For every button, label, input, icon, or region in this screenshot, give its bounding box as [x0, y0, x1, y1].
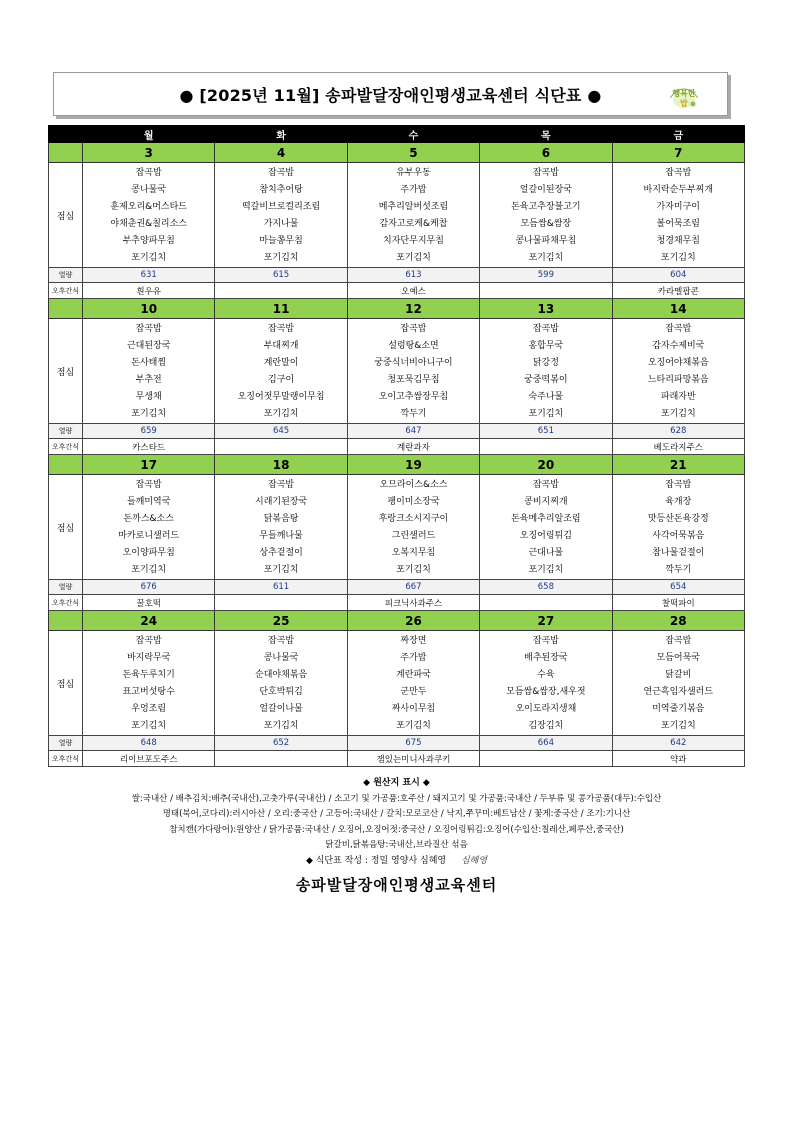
menu-item: 감자수제비국: [652, 341, 705, 351]
lunch-cell: [215, 319, 347, 424]
lunch-cell: [347, 631, 479, 736]
menu-item: 계란말이: [263, 358, 299, 368]
menu-item: 야채춘권&칠리소스: [110, 219, 187, 229]
menu-item: 바지락무국: [126, 653, 171, 663]
lunch-cell: [480, 163, 612, 268]
calorie-cell: 642: [612, 736, 744, 751]
calorie-cell: 615: [215, 268, 347, 283]
date-row: [49, 299, 745, 319]
snack-cell: [215, 595, 347, 611]
snack-label: 오후간식: [49, 751, 83, 767]
menu-item: 미역줄기볶음: [652, 704, 705, 714]
lunch-label: 점심: [49, 475, 83, 580]
menu-item: 콩나물국: [131, 185, 167, 195]
menu-item: 떡갈비브로컬리조림: [241, 202, 321, 212]
date-cell: 14: [612, 299, 744, 319]
menu-item: 모듬어묵국: [656, 653, 701, 663]
menu-item: 깍두기: [400, 409, 427, 419]
menu-item: 김구이: [268, 375, 295, 385]
snack-cell: [480, 595, 612, 611]
origin-line: 명태(북어,코다리):러시아산 / 오리:중국산 / 고등어:국내산 / 갈치:모로코산 / 낙지,쭈꾸미:베트남산 / 꽃게:중국산 / 조기:기니산: [162, 809, 631, 819]
menu-item: 사각어묵볶음: [652, 531, 705, 541]
date-cell: 10: [83, 299, 215, 319]
lunch-cell: [612, 319, 744, 424]
lunch-label: 점심: [49, 163, 83, 268]
menu-item: 홍합무국: [528, 341, 564, 351]
calorie-cell: 613: [347, 268, 479, 283]
menu-item: 가지나물: [263, 219, 299, 229]
menu-item: 근대된장국: [126, 341, 171, 351]
menu-item: 돈육메추리알조림: [511, 514, 581, 524]
menu-item: 오징어야채볶음: [647, 358, 709, 368]
calorie-cell: 651: [480, 424, 612, 439]
lunch-cell: [83, 163, 215, 268]
menu-item: 오복지무침: [391, 548, 436, 558]
date-cell: 20: [480, 455, 612, 475]
snack-cell: 흰우유: [83, 283, 215, 299]
menu-item: 포기김치: [131, 253, 167, 263]
origin-line: 닭갈비,닭볶음탕:국내산,브라질산 섞음: [325, 840, 468, 850]
menu-item: 콩나물파채무침: [515, 236, 577, 246]
snack-cell: 카라멜팝콘: [612, 283, 744, 299]
menu-item: 잡곡밥: [268, 324, 295, 334]
menu-item: 잡곡밥: [268, 480, 295, 490]
menu-item: 훈제오리&머스타드: [110, 202, 187, 212]
snack-cell: [480, 283, 612, 299]
menu-item: 파래자반: [660, 392, 696, 402]
menu-item: 잡곡밥: [268, 636, 295, 646]
lunch-label: 점심: [49, 319, 83, 424]
calorie-row: [49, 424, 745, 439]
date-cell: 6: [480, 143, 612, 163]
snack-cell: 약과: [612, 751, 744, 767]
date-cell: 3: [83, 143, 215, 163]
footer-org-name: 송파발달장애인평생교육센터: [295, 876, 498, 894]
menu-item: 연근흑임자샐러드: [643, 687, 714, 697]
menu-item: 메추리알버섯조림: [378, 202, 449, 212]
menu-item: 참나물겉절이: [652, 548, 705, 558]
menu-item: 느타리파망볶음: [647, 375, 709, 385]
menu-item: 포기김치: [660, 409, 696, 419]
menu-item: 궁중떡볶이: [524, 375, 568, 385]
menu-item: 부추양파무침: [122, 236, 175, 246]
menu-item: 군만두: [400, 687, 427, 697]
menu-item: 잡곡밥: [135, 636, 162, 646]
author-text: ◆ 식단표 작성 : 정밀 영양사 심혜영: [305, 856, 447, 866]
calorie-row: [49, 736, 745, 751]
menu-item: 잡곡밥: [665, 168, 692, 178]
date-cell: 26: [347, 611, 479, 631]
lunch-label: 점심: [49, 631, 83, 736]
date-row: [49, 611, 745, 631]
day-header-row: [49, 126, 745, 143]
snack-cell: 베도라지주스: [612, 439, 744, 455]
origin-section: [48, 776, 745, 854]
lunch-cell: [612, 163, 744, 268]
menu-item: 수육: [537, 670, 555, 680]
menu-item: 맛등산돈육강정: [647, 514, 709, 524]
menu-item: 마늘쫑무침: [259, 236, 303, 246]
menu-item: 포기김치: [528, 253, 564, 263]
lunch-cell: [347, 163, 479, 268]
date-row-corner: [49, 611, 83, 631]
calorie-cell: 664: [480, 736, 612, 751]
date-cell: 7: [612, 143, 744, 163]
snack-cell: [215, 283, 347, 299]
lunch-row: [49, 475, 745, 580]
menu-item: 유부우동: [396, 168, 431, 178]
menu-item: 부대찌개: [263, 341, 299, 351]
menu-item: 볼어묵조림: [656, 219, 701, 229]
lunch-cell: [83, 475, 215, 580]
snack-label: 오후간식: [49, 439, 83, 455]
menu-item: 주가밥: [400, 185, 427, 195]
svg-text:밥: 밥: [680, 99, 688, 108]
menu-item: 육개장: [665, 497, 692, 507]
menu-table: [48, 125, 745, 767]
snack-row: [49, 751, 745, 767]
date-cell: 27: [480, 611, 612, 631]
menu-item: 그린샐러드: [391, 531, 436, 541]
snack-cell: 찰떡파이: [612, 595, 744, 611]
menu-item: 포기김치: [396, 721, 431, 731]
menu-item: 얼갈이된장국: [519, 185, 572, 195]
menu-item: 포기김치: [396, 565, 431, 575]
menu-item: 포기김치: [263, 253, 299, 263]
date-cell: 12: [347, 299, 479, 319]
logo: [664, 76, 704, 112]
date-cell: 21: [612, 455, 744, 475]
menu-item: 모듬쌈&쌈장,새우젓: [506, 687, 586, 697]
lunch-cell: [612, 631, 744, 736]
calorie-cell: 658: [480, 580, 612, 595]
menu-item: 잡곡밥: [400, 324, 427, 334]
date-row-corner: [49, 455, 83, 475]
lunch-cell: [612, 475, 744, 580]
menu-item: 잡곡밥: [532, 168, 559, 178]
signature: 심혜영: [460, 856, 488, 866]
date-cell: 4: [215, 143, 347, 163]
lunch-cell: [215, 475, 347, 580]
menu-item: 콩비지찌개: [524, 497, 568, 507]
day-header: 화: [215, 126, 347, 143]
date-cell: 5: [347, 143, 479, 163]
date-cell: 25: [215, 611, 347, 631]
menu-item: 잡곡밥: [665, 324, 692, 334]
menu-item: 포기김치: [660, 721, 696, 731]
menu-item: 포기김치: [131, 721, 167, 731]
menu-item: 잡곡밥: [532, 636, 559, 646]
lunch-cell: [83, 319, 215, 424]
snack-row: [49, 439, 745, 455]
snack-row: [49, 595, 745, 611]
menu-item: 콩나물국: [263, 653, 299, 663]
menu-item: 순대야채볶음: [255, 670, 308, 680]
snack-cell: [480, 439, 612, 455]
menu-item: 닭갈비: [665, 670, 692, 680]
snack-cell: [215, 439, 347, 455]
calorie-label: 열량: [49, 424, 83, 439]
author-line: [48, 853, 745, 866]
date-cell: 18: [215, 455, 347, 475]
menu-item: 근대나물: [528, 548, 564, 558]
page-title: ● [2025년 11월] 송파발달장애인평생교육센터 식단표 ●: [179, 85, 602, 105]
calorie-row: [49, 268, 745, 283]
lunch-cell: [83, 631, 215, 736]
lunch-cell: [480, 475, 612, 580]
date-row: [49, 143, 745, 163]
calorie-cell: 654: [612, 580, 744, 595]
menu-item: 배추된장국: [524, 653, 568, 663]
menu-item: 잡곡밥: [135, 168, 162, 178]
lunch-cell: [215, 631, 347, 736]
menu-item: 잡곡밥: [268, 168, 295, 178]
menu-item: 마카로니샐러드: [118, 531, 180, 541]
menu-item: 팽이미소장국: [387, 497, 440, 507]
menu-item: 우엉조림: [131, 704, 167, 714]
lunch-cell: [480, 319, 612, 424]
day-header: 금: [612, 126, 744, 143]
snack-label: 오후간식: [49, 595, 83, 611]
menu-item: 돈까스&소스: [123, 514, 174, 524]
menu-item: 궁중식너비아니구이: [374, 358, 453, 368]
menu-item: 포기김치: [263, 565, 299, 575]
menu-item: 잡곡밥: [135, 324, 162, 334]
calorie-label: 열량: [49, 580, 83, 595]
menu-item: 시래기된장국: [255, 497, 308, 507]
calorie-label: 열량: [49, 268, 83, 283]
menu-item: 깍두기: [665, 565, 692, 575]
menu-item: 설렁탕&소면: [388, 341, 439, 351]
menu-item: 들깨미역국: [126, 497, 171, 507]
lunch-cell: [215, 163, 347, 268]
menu-item: 돈사태찜: [131, 358, 167, 368]
menu-item: 돈육두루치기: [122, 670, 175, 680]
menu-item: 포기김치: [131, 565, 167, 575]
menu-item: 포기김치: [528, 565, 564, 575]
menu-item: 포기김치: [660, 253, 696, 263]
menu-item: 김장김치: [528, 721, 564, 731]
calorie-cell: 645: [215, 424, 347, 439]
snack-cell: 계란과자: [347, 439, 479, 455]
menu-item: 부추전: [135, 375, 162, 385]
calorie-cell: 659: [83, 424, 215, 439]
day-header: 수: [347, 126, 479, 143]
menu-item: 짜장면: [400, 636, 427, 646]
menu-item: 후랑크소시지구이: [378, 514, 449, 524]
menu-item: 포기김치: [263, 409, 299, 419]
menu-item: 잡곡밥: [135, 480, 162, 490]
date-row-corner: [49, 143, 83, 163]
snack-cell: 피크닉사과주스: [347, 595, 479, 611]
day-header-corner: [49, 126, 83, 143]
calorie-cell: 631: [83, 268, 215, 283]
origin-line: 참치캔(가다랑어):원양산 / 닭가공품:국내산 / 오징어,오징어젓:중국산 / 오징어링튀김:오징어(수입산:칠레산,페루산,중국산): [169, 824, 624, 835]
lunch-cell: [347, 475, 479, 580]
menu-item: 닭볶음탕: [263, 514, 299, 524]
calorie-label: 열량: [49, 736, 83, 751]
menu-item: 포기김치: [131, 409, 167, 419]
calorie-cell: 652: [215, 736, 347, 751]
menu-item: 오이도라지생채: [515, 704, 577, 714]
menu-item: 치자단무지무침: [383, 236, 444, 246]
date-row-corner: [49, 299, 83, 319]
date-cell: 13: [480, 299, 612, 319]
calorie-cell: 676: [83, 580, 215, 595]
svg-text:행복한: 행복한: [672, 89, 696, 98]
menu-item: 오징어링튀김: [519, 531, 572, 541]
date-cell: 24: [83, 611, 215, 631]
snack-cell: 오예스: [347, 283, 479, 299]
snack-cell: [215, 751, 347, 767]
calorie-cell: 599: [480, 268, 612, 283]
menu-item: 표고버섯탕수: [122, 687, 175, 697]
menu-item: 포기김치: [528, 409, 564, 419]
menu-item: 주가밥: [400, 653, 427, 663]
menu-item: 청경채무침: [656, 236, 701, 246]
date-cell: 19: [347, 455, 479, 475]
menu-item: 숙주나물: [528, 392, 564, 402]
day-header: 목: [480, 126, 612, 143]
calorie-cell: 648: [83, 736, 215, 751]
calorie-cell: 675: [347, 736, 479, 751]
menu-item: 모듬쌈&쌈장: [520, 219, 572, 229]
snack-cell: 꿀호떡: [83, 595, 215, 611]
snack-cell: 잼있는미니사과쿠키: [347, 751, 479, 767]
menu-item: 잡곡밥: [532, 480, 559, 490]
menu-item: 돈육고추장불고기: [511, 202, 581, 212]
menu-item: 청포묵김무침: [387, 375, 440, 385]
snack-cell: 카스타드: [83, 439, 215, 455]
lunch-row: [49, 163, 745, 268]
menu-item: 닭강정: [532, 358, 559, 368]
snack-cell: [480, 751, 612, 767]
menu-item: 잡곡밥: [665, 636, 692, 646]
snack-label: 오후간식: [49, 283, 83, 299]
menu-item: 오므라이스&소스: [379, 480, 448, 490]
lunch-cell: [347, 319, 479, 424]
calorie-cell: 647: [347, 424, 479, 439]
day-header: 월: [83, 126, 215, 143]
menu-item: 단호박튀김: [259, 687, 303, 697]
date-cell: 11: [215, 299, 347, 319]
menu-item: 잡곡밥: [532, 324, 559, 334]
menu-item: 짜사이무침: [391, 704, 436, 714]
date-row: [49, 455, 745, 475]
lunch-cell: [480, 631, 612, 736]
date-cell: 28: [612, 611, 744, 631]
menu-item: 바지락순두부찌개: [643, 185, 714, 195]
menu-item: 참치추어탕: [259, 185, 303, 195]
calorie-cell: 604: [612, 268, 744, 283]
calorie-cell: 667: [347, 580, 479, 595]
snack-row: [49, 283, 745, 299]
lunch-row: [49, 631, 745, 736]
menu-item: 포기김치: [396, 253, 431, 263]
menu-item: 상추겉절이: [259, 548, 303, 558]
title-box: [53, 72, 728, 116]
date-cell: 17: [83, 455, 215, 475]
menu-item: 오이고추쌈장무침: [378, 392, 449, 402]
origin-line: 쌀:국내산 / 배추김치:배추(국내산),고춧가루(국내산) / 소고기 및 가공품:호주산 / 돼지고기 및 가공품:국내산 / 두부류 및 콩가공품(대두):수입산: [131, 793, 662, 804]
menu-item: 얼갈이나물: [259, 704, 303, 714]
origin-heading: ◆ 원산지 표시 ◆: [363, 778, 430, 788]
lunch-row: [49, 319, 745, 424]
menu-item: 오징어젓무말랭이무침: [237, 392, 325, 402]
menu-item: 무생채: [135, 392, 162, 402]
menu-item: 계란파국: [396, 670, 431, 680]
snack-cell: 리이브포도주스: [83, 751, 215, 767]
calorie-cell: 628: [612, 424, 744, 439]
menu-item: 무들깨나물: [259, 531, 303, 541]
calorie-row: [49, 580, 745, 595]
menu-item: 가자미구이: [656, 202, 701, 212]
menu-item: 잡곡밥: [665, 480, 692, 490]
menu-item: 감자고로케&케찹: [379, 219, 448, 229]
menu-item: 오이양파무침: [122, 548, 175, 558]
menu-item: 포기김치: [263, 721, 299, 731]
calorie-cell: 611: [215, 580, 347, 595]
